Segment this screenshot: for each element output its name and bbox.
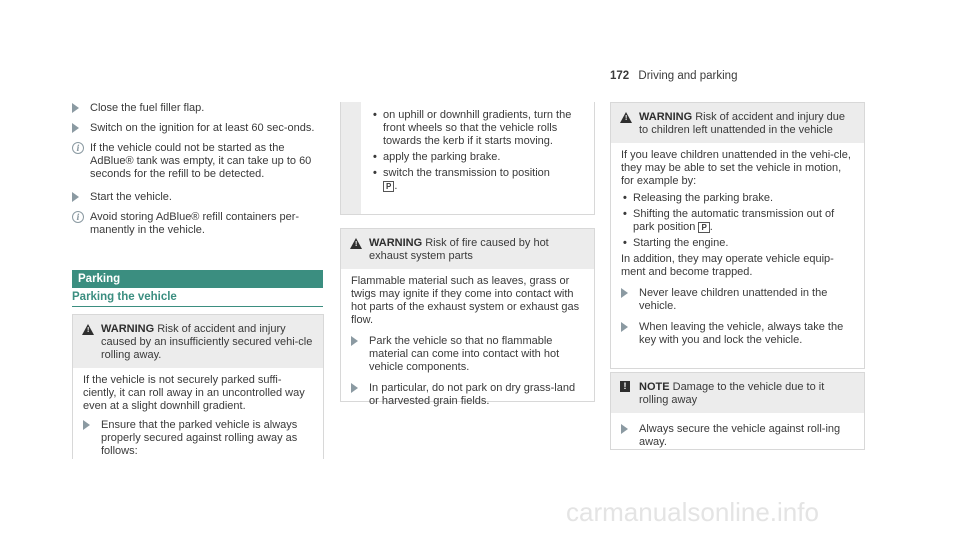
note-box-rolling-away <box>610 372 865 450</box>
warning-box-continued <box>340 102 595 215</box>
list-item <box>371 109 586 148</box>
step-text: Close the fuel filler flap. <box>90 102 205 114</box>
warning-step <box>621 321 854 347</box>
bullet-text: Releasing the parking brake. <box>633 192 774 204</box>
page-number: 172 <box>610 70 630 82</box>
step-arrow-icon <box>351 336 358 346</box>
warning-label: WARNING <box>639 111 693 123</box>
page-header <box>610 70 737 83</box>
park-position-key: P <box>698 222 709 233</box>
note-heading: Damage to the vehicle due to it rolling away <box>639 381 825 406</box>
park-position-key: P <box>383 181 394 192</box>
warning-body-text: If the vehicle is not securely parked suffi-ciently, it can roll away in an uncontrolled way even at a slight downhill gradient. <box>83 374 305 412</box>
section-title-text: Parking <box>78 273 121 285</box>
bullet-text: on uphill or downhill gradients, turn the front wheels so that the vehicle rolls towards the kerb if it starts moving. <box>383 109 572 147</box>
warning-header <box>611 103 864 143</box>
warning-step <box>351 335 584 374</box>
warning-body <box>341 269 594 423</box>
bullet-text: Starting the engine. <box>633 237 729 249</box>
warning-step <box>621 287 854 313</box>
bullet-icon: • <box>623 192 627 204</box>
column-left <box>72 102 322 244</box>
info-refill-detection <box>72 142 322 181</box>
step-arrow-icon <box>351 383 358 393</box>
bullet-icon: • <box>373 167 377 179</box>
info-avoid-storing <box>72 211 322 237</box>
bullet-icon: • <box>373 109 377 121</box>
bullet-text: apply the parking brake. <box>383 151 501 163</box>
warning-body <box>611 143 864 362</box>
step-close-fuel-flap <box>72 102 322 115</box>
warning-header <box>341 229 594 269</box>
warning-box-rolling-away <box>72 314 324 459</box>
bullet-icon: • <box>623 237 627 249</box>
warning-header <box>73 315 323 368</box>
warning-body <box>73 368 323 473</box>
step-text: When leaving the vehicle, always take the key with you and lock the vehicle. <box>639 321 844 346</box>
subsection-title-parking-vehicle <box>72 291 323 307</box>
warning-label: WARNING <box>369 237 423 249</box>
note-header <box>611 373 864 413</box>
warning-heading: Risk of accident and injury due to children left unattended in the vehicle <box>639 111 846 136</box>
list-item: • switch the transmission to position P . <box>373 167 550 192</box>
warning-triangle-icon: ! <box>350 238 362 249</box>
step-arrow-icon <box>72 103 79 113</box>
bullet-icon: • <box>623 208 627 220</box>
info-text: Avoid storing AdBlue® refill containers per-manently in the vehicle. <box>90 211 300 236</box>
step-switch-on-ignition <box>72 122 322 135</box>
info-text: If the vehicle could not be started as the AdBlue® tank was empty, it can take up to 60 seconds for the refill to be detected. <box>90 142 312 180</box>
continuation-bar <box>341 102 361 214</box>
step-text: Never leave children unattended in the vehicle. <box>639 287 828 312</box>
warning-box-fire <box>340 228 595 407</box>
section-title-parking <box>72 270 323 288</box>
warning-body-text-2: In addition, they may operate vehicle equip-ment and become trapped. <box>621 253 834 278</box>
bullet-icon: • <box>373 151 377 163</box>
step-text: Always secure the vehicle against roll-ing away. <box>639 423 841 448</box>
list-item <box>371 151 586 164</box>
step-arrow-icon <box>621 288 628 298</box>
bullet-text: Shifting the automatic transmission out of park position <box>633 208 835 233</box>
warning-triangle-icon: ! <box>82 324 94 335</box>
warning-triangle-icon: ! <box>620 112 632 123</box>
warning-step <box>351 382 584 408</box>
list-item <box>621 237 854 250</box>
info-icon: i <box>72 211 84 223</box>
step-arrow-icon <box>72 123 79 133</box>
warning-step <box>83 419 313 458</box>
step-arrow-icon <box>621 322 628 332</box>
info-icon: i <box>72 142 84 154</box>
page-title: Driving and parking <box>638 70 738 82</box>
warning-body-text: Flammable material such as leaves, grass or twigs may ignite if they come into contact with hot parts of the exhaust system or exhaust gas flow. <box>351 275 580 326</box>
warning-label: WARNING <box>101 323 155 335</box>
note-step <box>621 423 854 449</box>
warning-heading: Risk of fire caused by hot exhaust system parts <box>369 237 549 262</box>
step-arrow-icon <box>621 424 628 434</box>
step-arrow-icon <box>72 192 79 202</box>
step-text: Switch on the ignition for at least 60 sec-onds. <box>90 122 315 134</box>
watermark: carmanualsonline.info <box>566 497 819 527</box>
step-text: Ensure that the parked vehicle is always properly secured against rolling away as follows: <box>101 419 298 457</box>
list-item <box>621 192 854 205</box>
note-label: NOTE <box>639 381 670 393</box>
step-text: Start the vehicle. <box>90 191 172 203</box>
step-arrow-icon <box>83 420 90 430</box>
warning-box-children <box>610 102 865 369</box>
note-exclamation-icon: ! <box>620 381 630 392</box>
step-text: In particular, do not park on dry grass-land or harvested grain fields. <box>369 382 576 407</box>
warning-heading: Risk of accident and injury caused by an insufficiently secured vehi-cle rolling away. <box>101 323 313 361</box>
step-text: Park the vehicle so that no flammable material can come into contact with hot vehicle components. <box>369 335 560 373</box>
subsection-title-text: Parking the vehicle <box>72 291 177 303</box>
warning-body-text: If you leave children unattended in the vehi-cle, they may be able to set the vehicle in motion, for example by: <box>621 149 851 187</box>
list-item: • Shifting the automatic transmission out of park position P . <box>623 208 835 233</box>
note-body <box>611 413 864 464</box>
bullet-text: switch the transmission to position <box>383 167 550 179</box>
step-start-vehicle <box>72 191 322 204</box>
